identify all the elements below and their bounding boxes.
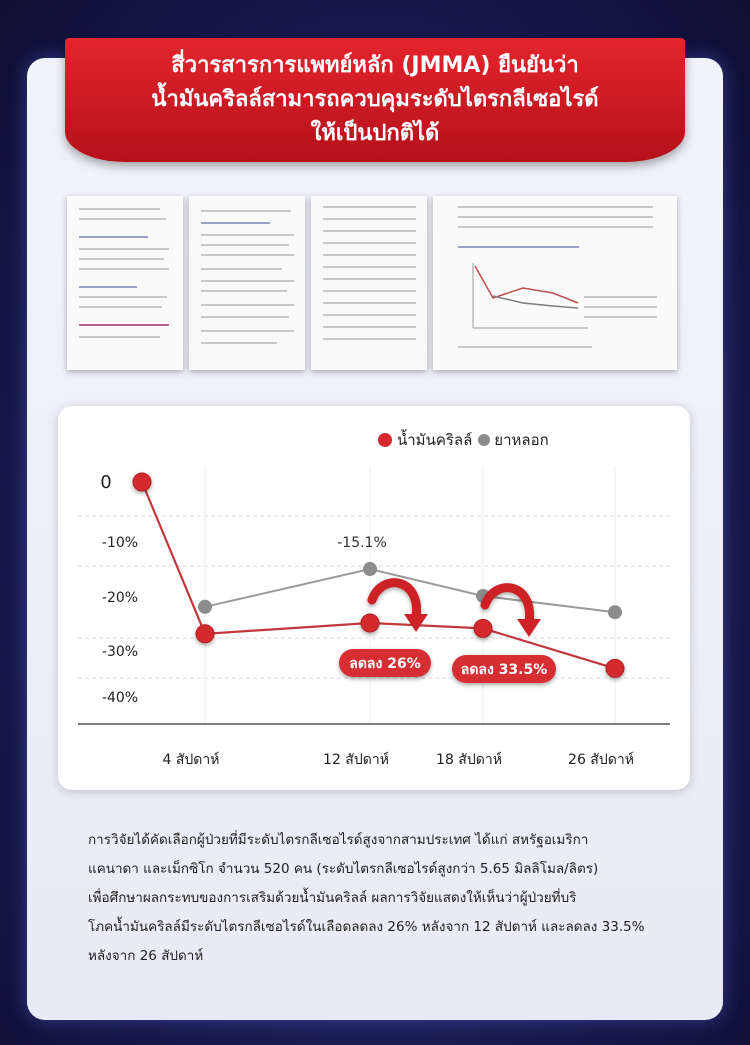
legend-placebo-marker: [478, 434, 490, 446]
description-line-3: เพื่อศึกษาผลกระทบของการเสริมด้วยน้ำมันคริลล์ ผลการวิจัยแสดงให้เห็นว่าผู้ป่วยที่บริ: [88, 890, 577, 906]
paper-page-1: [67, 196, 183, 370]
study-description: [88, 826, 688, 971]
y-tick-label: 0: [100, 472, 112, 493]
placebo-point: [198, 600, 212, 614]
krill-point: [606, 659, 624, 677]
callout-arrow-1: [372, 583, 417, 618]
paper-page-4-with-graph: [433, 196, 677, 370]
callout-reduction-26: ลดลง 26%: [349, 656, 421, 672]
y-tick-label: -30%: [101, 644, 139, 660]
placebo-point: [608, 605, 622, 619]
y-tick-label: -20%: [101, 590, 139, 606]
krill-point: [474, 619, 492, 637]
legend-placebo-label: ยาหลอก: [494, 431, 549, 449]
y-tick-label: -10%: [101, 535, 139, 551]
paper-page-3: [311, 196, 427, 370]
headline-line-3: ให้เป็นปกติได้: [310, 121, 440, 146]
description-line-2: แคนาดา และเม็กซิโก จำนวน 520 คน (ระดับไตรกลีเซอไรด์สูงกว่า 5.65 มิลลิโมล/ลิตร): [88, 861, 599, 877]
placebo-point-label: -15.1%: [337, 535, 387, 552]
x-tick-label: 26 สัปดาห์: [568, 752, 634, 768]
legend-krill-marker: [378, 433, 392, 447]
headline-line-1: สี่วารสารการแพทย์หลัก (JMMA) ยืนยันว่า: [171, 53, 579, 78]
legend-krill-label: น้ำมันคริลล์: [397, 431, 473, 449]
callout-arrow-1-head: [404, 614, 428, 632]
x-tick-label: 12 สัปดาห์: [323, 752, 389, 768]
headline-line-2: น้ำมันคริลล์สามารถควบคุมระดับไตรกลีเซอไรด์: [151, 87, 599, 112]
description-line-5: หลังจาก 26 สัปดาห์: [88, 948, 204, 964]
line-chart: [58, 406, 690, 790]
callout-arrow-2: [485, 588, 530, 623]
paper-mini-graph: [463, 258, 593, 338]
headline-banner: [65, 38, 685, 162]
krill-point: [133, 473, 151, 491]
description-line-1: การวิจัยได้คัดเลือกผู้ป่วยที่มีระดับไตรกลีเซอไรด์สูงจากสามประเทศ ได้แก่ สหรัฐอเมริกา: [88, 832, 589, 848]
krill-line: [142, 482, 615, 668]
krill-point: [361, 614, 379, 632]
krill-point: [196, 625, 214, 643]
chart-container: [58, 406, 690, 790]
chart-legend: [378, 428, 549, 452]
placebo-point: [363, 562, 377, 576]
x-tick-label: 4 สัปดาห์: [162, 752, 220, 768]
description-line-4: โภคน้ำมันคริลล์มีระดับไตรกลีเซอไรด์ในเลือดลดลง 26% หลังจาก 12 สัปดาห์ และลดลง 33.5%: [88, 919, 645, 935]
y-tick-label: -40%: [101, 690, 139, 706]
research-papers-image: [67, 196, 677, 370]
callout-reduction-33: ลดลง 33.5%: [460, 662, 548, 678]
callout-arrow-2-head: [517, 619, 541, 637]
x-tick-label: 18 สัปดาห์: [436, 752, 502, 768]
paper-page-2: [189, 196, 305, 370]
